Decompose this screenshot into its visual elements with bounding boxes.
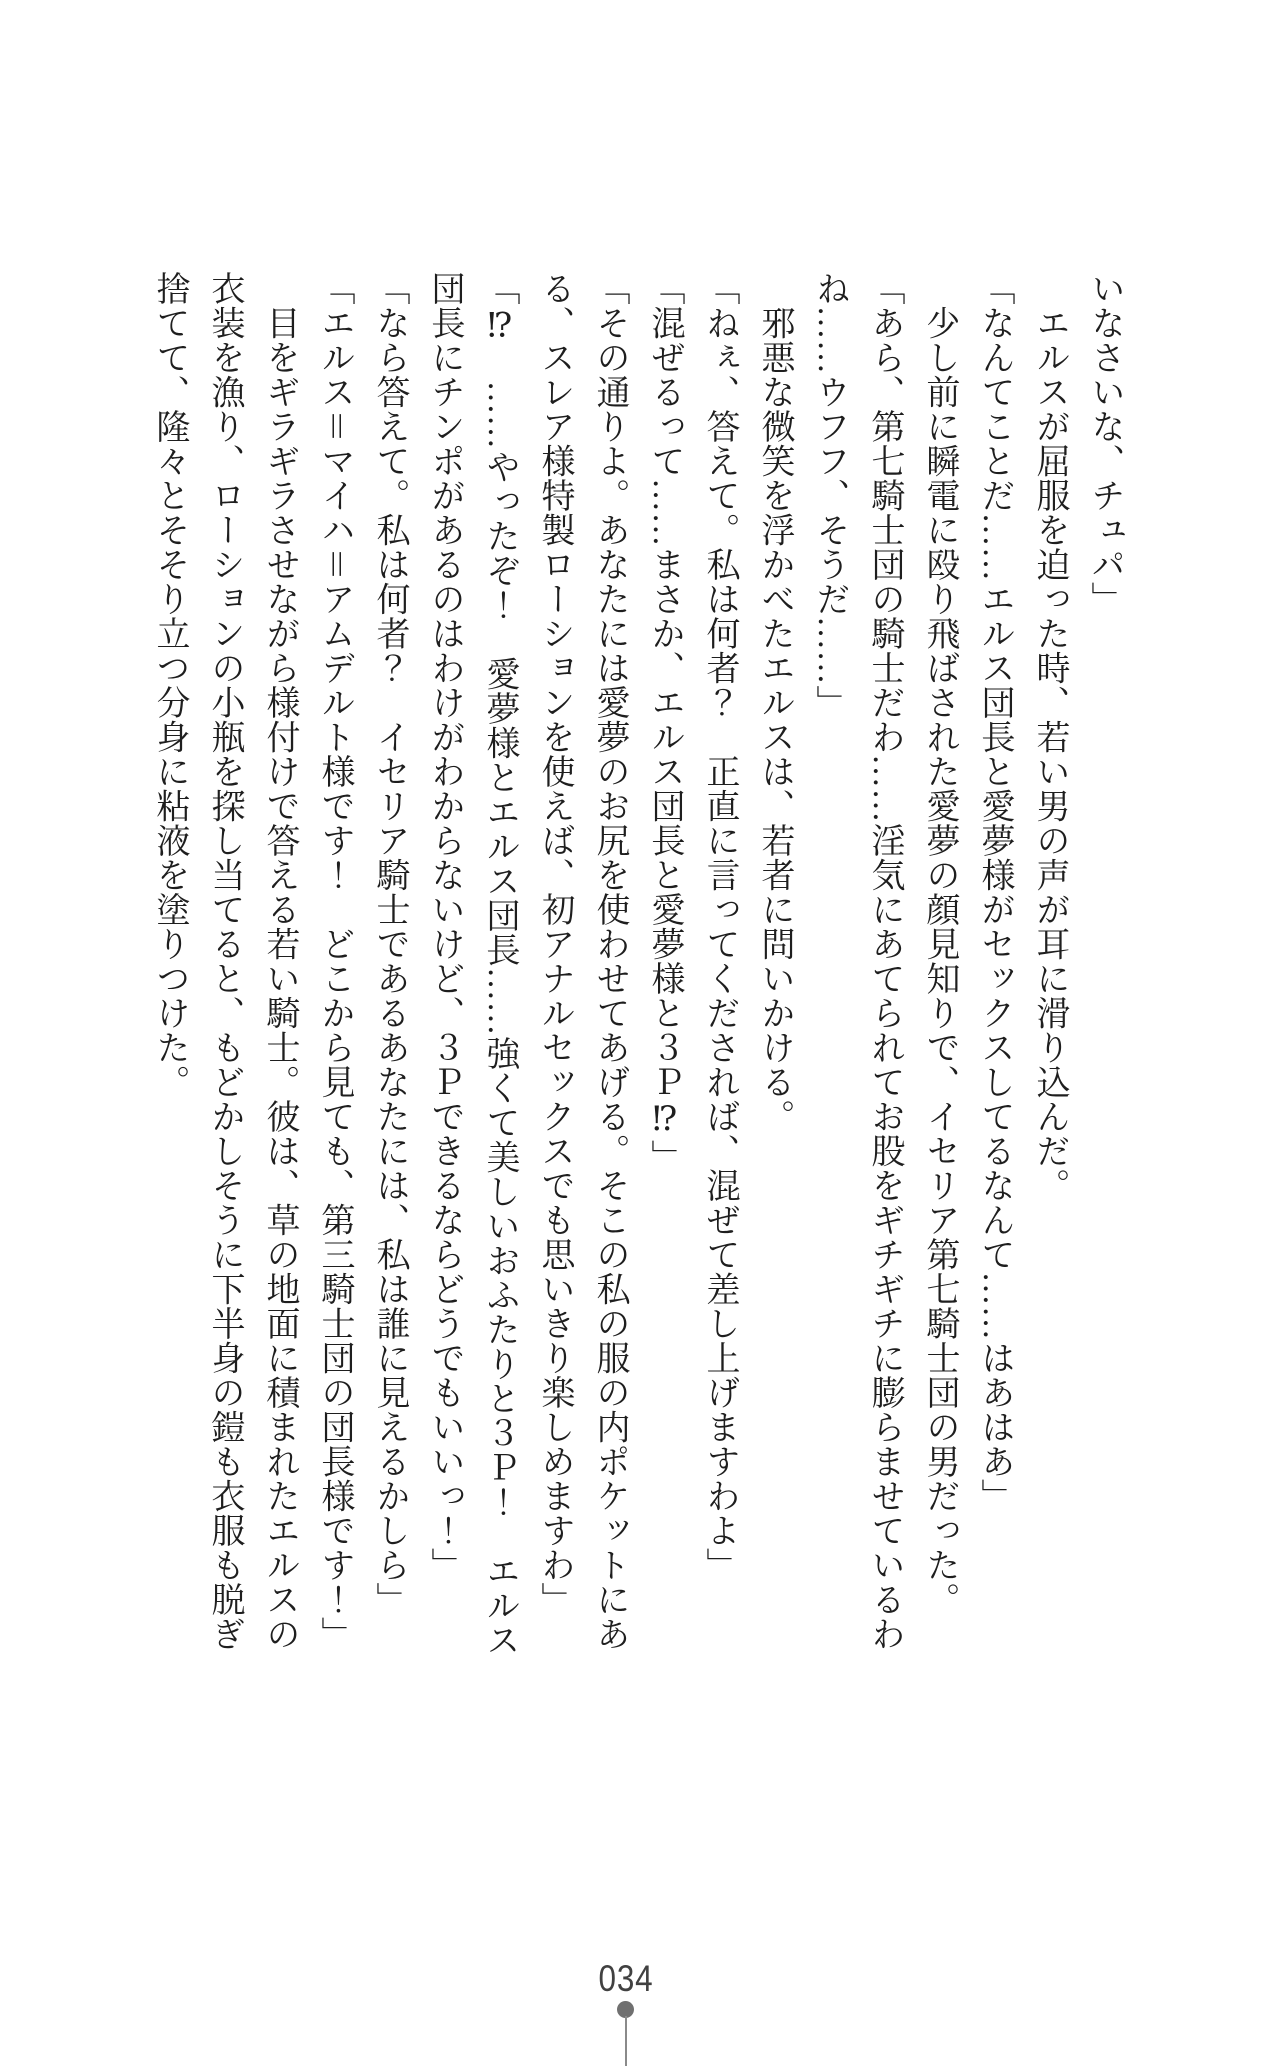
text-line: 邪悪な微笑を浮かべたエルスは、若者に問いかける。 bbox=[756, 271, 793, 1134]
text-line: エルスが屈服を迫った時、若い男の声が耳に滑り込んだ。 bbox=[1031, 271, 1068, 1203]
page-number: 034 bbox=[598, 1958, 654, 1999]
text-line: 「その通りよ。あなたには愛夢のお尻を使わせてあげる。そこの私の服の内ポケットにあ bbox=[591, 271, 628, 1651]
text-line: 衣装を漁り、ローションの小瓶を探し当てると、もどかしそうに下半身の鎧も衣服も脱ぎ bbox=[206, 271, 243, 1651]
text-line: 「なんてことだ……エルス団長と愛夢様がセックスしてるなんて……はあはあ」 bbox=[976, 271, 1013, 1513]
text-line: 団長にチンポがあるのはわけがわからないけど、３Ｐできるならどうでもいいっ！」 bbox=[426, 271, 463, 1582]
text-line: る、スレア様特製ローションを使えば、初アナルセックスでも思いきり楽しめますわ」 bbox=[536, 271, 573, 1617]
page-ornament-line bbox=[625, 2016, 627, 2066]
text-line: 少し前に瞬電に殴り飛ばされた愛夢の顔見知りで、イセリア第七騎士団の男だった。 bbox=[921, 271, 958, 1617]
text-line: いなさいな、チュパ」 bbox=[1086, 271, 1123, 616]
text-block bbox=[142, 271, 1132, 1671]
text-line: 「あら、第七騎士団の騎士だわ……淫気にあてられてお股をギチギチに膨らませているわ bbox=[866, 271, 903, 1651]
text-line: ね……ウフフ、そうだ……」 bbox=[811, 271, 848, 720]
text-line: 捨てて、隆々とそそり立つ分身に粘液を塗りつけた。 bbox=[151, 271, 188, 1099]
text-line: 「混ぜるって……まさか、エルス団長と愛夢様と３Ｐ⁉」 bbox=[646, 271, 683, 1174]
text-line: 目をギラギラさせながら様付けで答える若い騎士。彼は、草の地面に積まれたエルスの bbox=[261, 271, 298, 1651]
page-ornament-dot-icon bbox=[617, 2001, 634, 2018]
text-line: 「なら答えて。私は何者？ イセリア騎士であるあなたには、私は誰に見えるかしら」 bbox=[371, 271, 408, 1617]
text-line: 「ねぇ、答えて。私は何者？ 正直に言ってくだされば、混ぜて差し上げますわよ」 bbox=[701, 271, 738, 1582]
text-line: 「エルス＝マイハ＝アムデルト様です！ どこから見ても、第三騎士団の団長様です！」 bbox=[316, 271, 353, 1651]
text-line: 「⁉ ……やったぞ！ 愛夢様とエルス団長……強くて美しいおふたりと３Ｐ！ エルス bbox=[481, 271, 518, 1657]
